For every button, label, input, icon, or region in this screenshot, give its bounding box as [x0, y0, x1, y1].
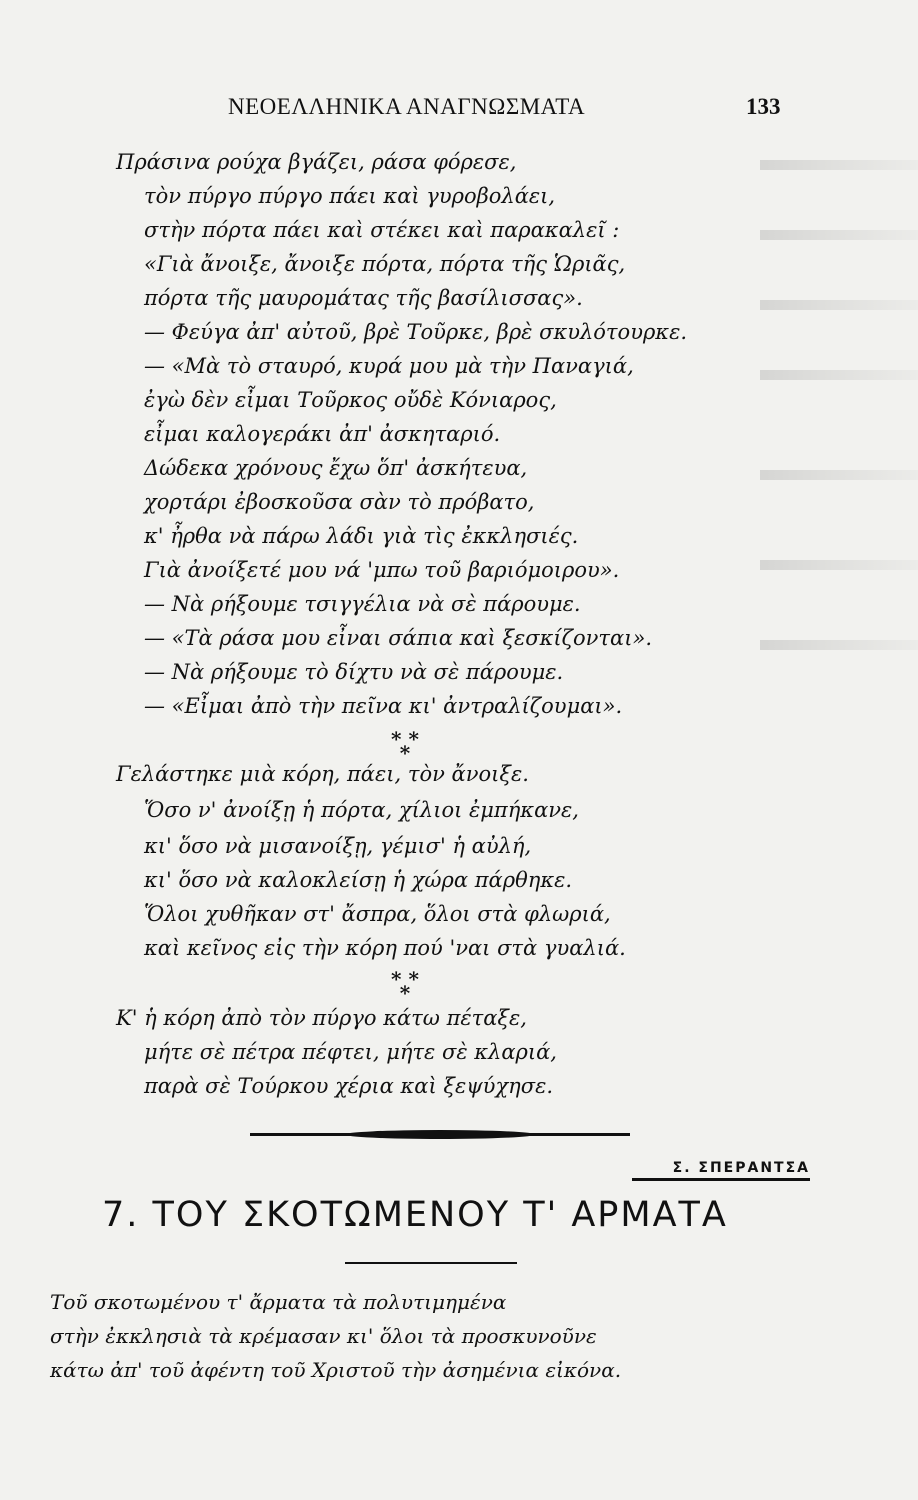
section-stars: * * *	[391, 967, 419, 1005]
verse-line: Δώδεκα χρόνους ἔχω ὅπ' ἀσκήτευα,	[144, 456, 528, 480]
poem-line: στὴν ἐκκλησιὰ τὰ κρέμασαν κι' ὅλοι τὰ προσκυνοῦνε	[50, 1324, 597, 1348]
verse-line: καὶ κεῖνος εἰς τὴν κόρη πού 'ναι στὰ γυαλιά.	[144, 936, 626, 960]
verse-line: κ' ἦρθα νὰ πάρω λάδι γιὰ τὶς ἐκκλησιές.	[144, 524, 579, 548]
verse-line: — Νὰ ρήξουμε τὸ δίχτυ νὰ σὲ πάρουμε.	[144, 660, 564, 684]
verse-line: ἐγὼ δὲν εἶμαι Τοῦρκος οὔδὲ Κόνιαρος,	[144, 388, 557, 412]
verse-line: «Γιὰ ἄνοιξε, ἄνοιξε πόρτα, πόρτα τῆς Ὡριᾶς,	[144, 252, 626, 276]
verse-line: στὴν πόρτα πάει καὶ στέκει καὶ παρακαλεῖ :	[144, 218, 620, 242]
poem-line: κάτω ἀπ' τοῦ ἀφέντη τοῦ Χριστοῦ τὴν ἀσημένια εἰκόνα.	[50, 1358, 622, 1382]
verse-line: Πράσινα ρούχα βγάζει, ράσα φόρεσε,	[116, 150, 517, 174]
verse-line: παρὰ σὲ Τούρκου χέρια καὶ ξεψύχησε.	[144, 1074, 554, 1098]
verse-line: Ὅσο ν' ἀνοίξῃ ἡ πόρτα, χίλιοι ἐμπήκανε,	[144, 798, 579, 822]
author-credit: Σ. ΣΠΕΡΑΝΤΣΑ	[632, 1160, 810, 1181]
verse-line: Γιὰ ἀνοίξετέ μου νά 'μπω τοῦ βαριόμοιρου».	[144, 558, 620, 582]
verse-line: — «Μὰ τὸ σταυρό, κυρά μου μὰ τὴν Παναγιά,	[144, 354, 634, 378]
verse-line: — Νὰ ρήξουμε τσιγγέλια νὰ σὲ πάρουμε.	[144, 592, 581, 616]
running-title: ΝΕΟΕΛΛΗΝΙΚΑ ΑΝΑΓΝΩΣΜΑΤΑ	[228, 94, 586, 119]
verse-line: Γελάστηκε μιὰ κόρη, πάει, τὸν ἄνοιξε.	[116, 762, 529, 786]
section-stars: * * *	[391, 727, 419, 765]
poem-line: Τοῦ σκοτωμένου τ' ἄρματα τὰ πολυτιμημένα	[50, 1290, 507, 1314]
verse-line: Ὅλοι χυθῆκαν στ' ἄσπρα, ὅλοι στὰ φλωριά,	[144, 902, 611, 926]
verse-line: χορτάρι ἐβοσκοῦσα σὰν τὸ πρόβατο,	[144, 490, 535, 514]
verse-line: Κ' ἡ κόρη ἀπὸ τὸν πύργο κάτω πέταξε,	[116, 1006, 527, 1030]
verse-line: — Φεύγα ἀπ' αὐτοῦ, βρὲ Τοῦρκε, βρὲ σκυλότουρκε.	[144, 320, 688, 344]
verse-line: εἶμαι καλογεράκι ἀπ' ἀσκηταριό.	[144, 422, 501, 446]
ornamental-rule	[250, 1133, 630, 1136]
verse-line: κι' ὅσο νὰ μισανοίξῃ, γέμισ' ἡ αὐλή,	[144, 834, 532, 858]
section-heading: 7. ΤΟΥ ΣΚΟΤΩΜΕΝΟΥ Τ' ΑΡΜΑΤΑ	[102, 1195, 728, 1235]
verse-line: — «Εἶμαι ἀπὸ τὴν πεῖνα κι' ἀντραλίζουμαι».	[144, 694, 623, 718]
verse-line: μήτε σὲ πέτρα πέφτει, μήτε σὲ κλαριά,	[144, 1040, 557, 1064]
verse-line: τὸν πύργο πύργο πάει καὶ γυροβολάει,	[144, 184, 556, 208]
page-number: 133	[746, 94, 781, 119]
heading-rule	[345, 1262, 517, 1264]
verse-line: πόρτα τῆς μαυρομάτας τῆς βασίλισσας».	[144, 286, 583, 310]
page-header	[0, 94, 918, 124]
verse-line: κι' ὅσο νὰ καλοκλείσῃ ἡ χώρα πάρθηκε.	[144, 868, 573, 892]
verse-line: — «Τὰ ράσα μου εἶναι σάπια καὶ ξεσκίζονται».	[144, 626, 652, 650]
